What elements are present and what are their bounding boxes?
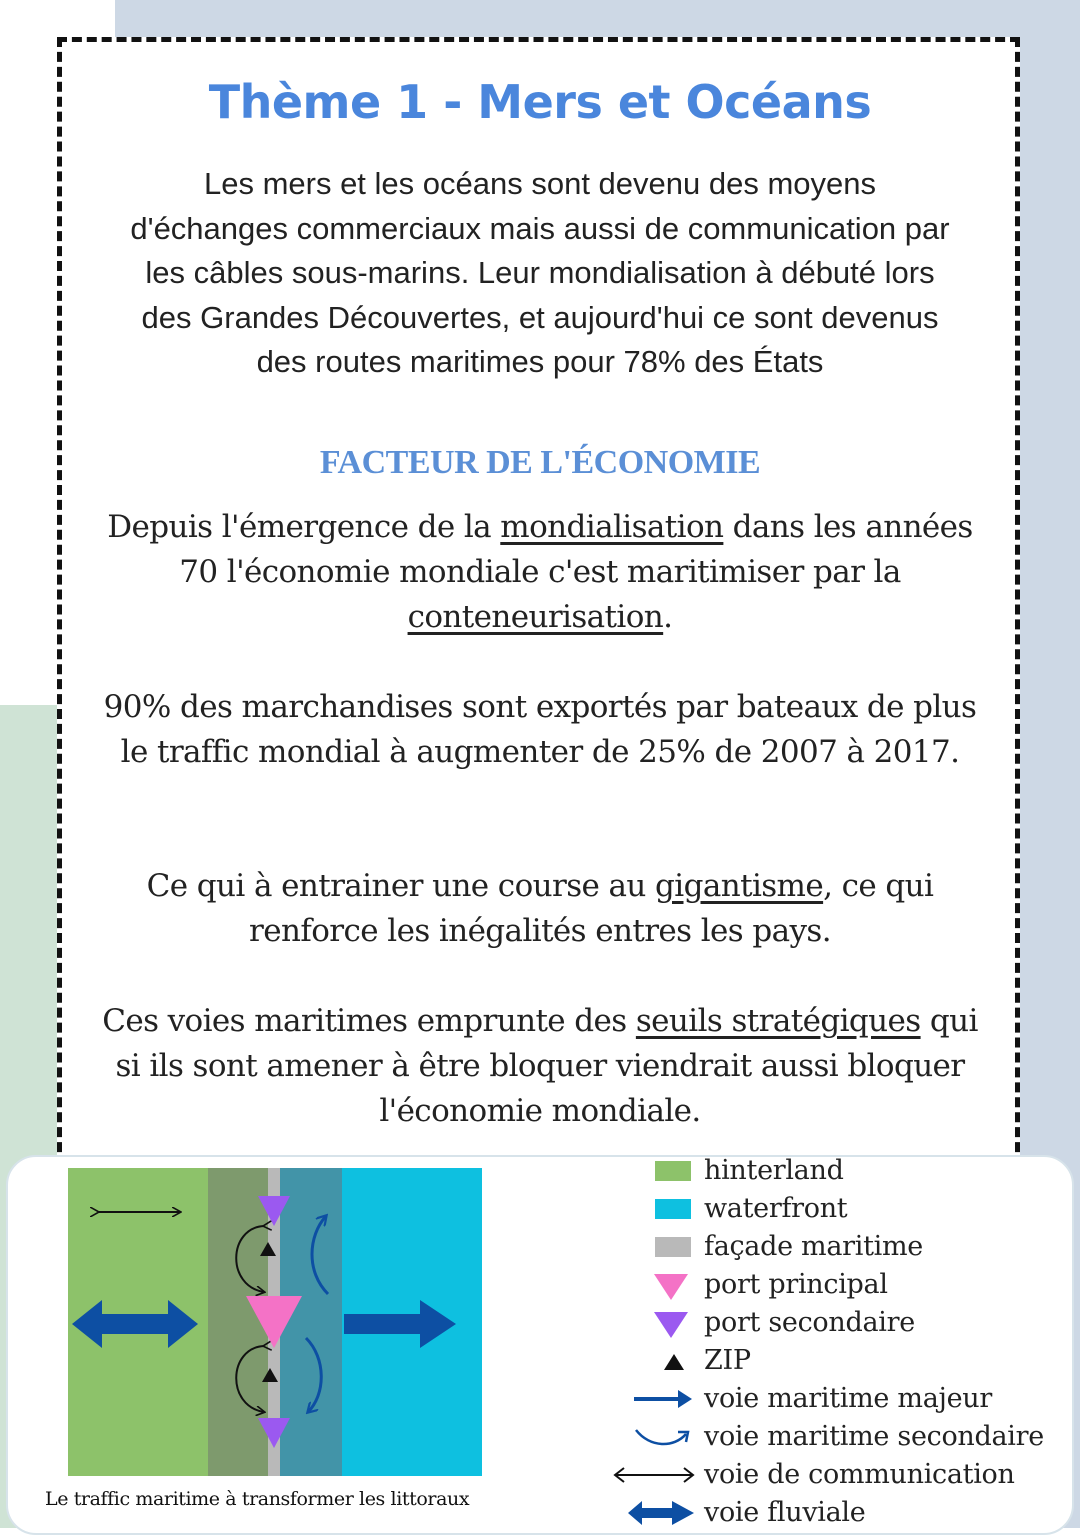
blue-arrow-icon [610,1380,700,1418]
diagram-caption: Le traffic maritime à transformer les littoraux [45,1488,470,1510]
double-thick-blue-arrow-icon [610,1494,700,1532]
purple-triangle-icon [610,1304,700,1342]
text: , ce qui renforce les inégalités entres les pays. [249,868,934,949]
intro-line: des Grandes Découvertes, et aujourd'hui ce sont devenus [141,299,939,335]
legend-item-port-secondaire [610,1304,1070,1342]
text: dans les années 70 l'économie mondiale c'est maritimiser par la [179,509,973,590]
intro-line: les câbles sous-marins. Leur mondialisation à débuté lors [145,255,935,290]
legend-item-hinterland [610,1152,1070,1190]
legend-label: ZIP [704,1345,751,1376]
black-triangle-icon [610,1342,700,1380]
term-conteneurisation: conteneurisation [407,599,664,635]
section-heading: FACTEUR DE L'ÉCONOMIE [319,444,761,481]
legend-item-zip [610,1342,1070,1380]
legend-label: port secondaire [704,1307,915,1338]
text: Ce qui à entrainer une course au [146,868,656,904]
legend-label: façade maritime [704,1231,923,1262]
legend-item-communication [610,1456,1070,1494]
legend-label: waterfront [704,1193,848,1224]
legend-item-fluvial [610,1494,1070,1532]
intro-paragraph [70,162,1010,385]
legend-item-facade [610,1228,1070,1266]
intro-line: Les mers et les océans sont devenu des moyens [203,166,877,201]
coastal-diagram [68,1168,482,1476]
legend-item-port-principal [610,1266,1070,1304]
legend-label: voie maritime secondaire [704,1421,1044,1452]
legend-label: hinterland [704,1155,844,1186]
paragraph-globalization [100,505,980,640]
legend-item-major-route [610,1380,1070,1418]
paragraph-gigantism [100,864,980,954]
pink-triangle-icon [610,1266,700,1304]
facade-zone [208,1168,268,1476]
green-square-icon [610,1152,700,1190]
page-title: Thème 1 - Mers et Océans [208,75,872,129]
double-thin-arrow-icon [610,1456,700,1494]
legend-label: voie fluviale [704,1497,866,1528]
text: Ces voies maritimes emprunte des [102,1003,636,1039]
waterfront-zone [280,1168,342,1476]
curved-blue-arrow-icon [610,1418,700,1456]
text: Depuis l'émergence de la [107,509,501,545]
legend-label: port principal [704,1269,888,1300]
gray-square-icon [610,1228,700,1266]
legend-label: voie de communication [704,1459,1015,1490]
intro-line: des routes maritimes pour 78% des États [256,344,824,379]
term-mondialisation: mondialisation [500,509,724,545]
legend-label: voie maritime majeur [704,1383,992,1414]
text: . [663,599,673,635]
paragraph-strategic-straits [100,999,980,1134]
term-seuils-strategiques: seuils stratégiques [635,1003,921,1039]
term-gigantisme: gigantisme [655,868,824,904]
cyan-square-icon [610,1190,700,1228]
intro-line: d'échanges commerciaux mais aussi de communication par [130,210,950,246]
legend-item-secondary-route [610,1418,1070,1456]
legend-item-waterfront [610,1190,1070,1228]
diagram-legend [610,1152,1070,1528]
paragraph-trade-stats: 90% des marchandises sont exportés par bateaux de plus le traffic mondial à augmenter de 25% de 2007 à 2017. [103,689,977,770]
text: qui si ils sont amener à être bloquer viendrait aussi bloquer l'économie mondiale. [115,1003,978,1129]
